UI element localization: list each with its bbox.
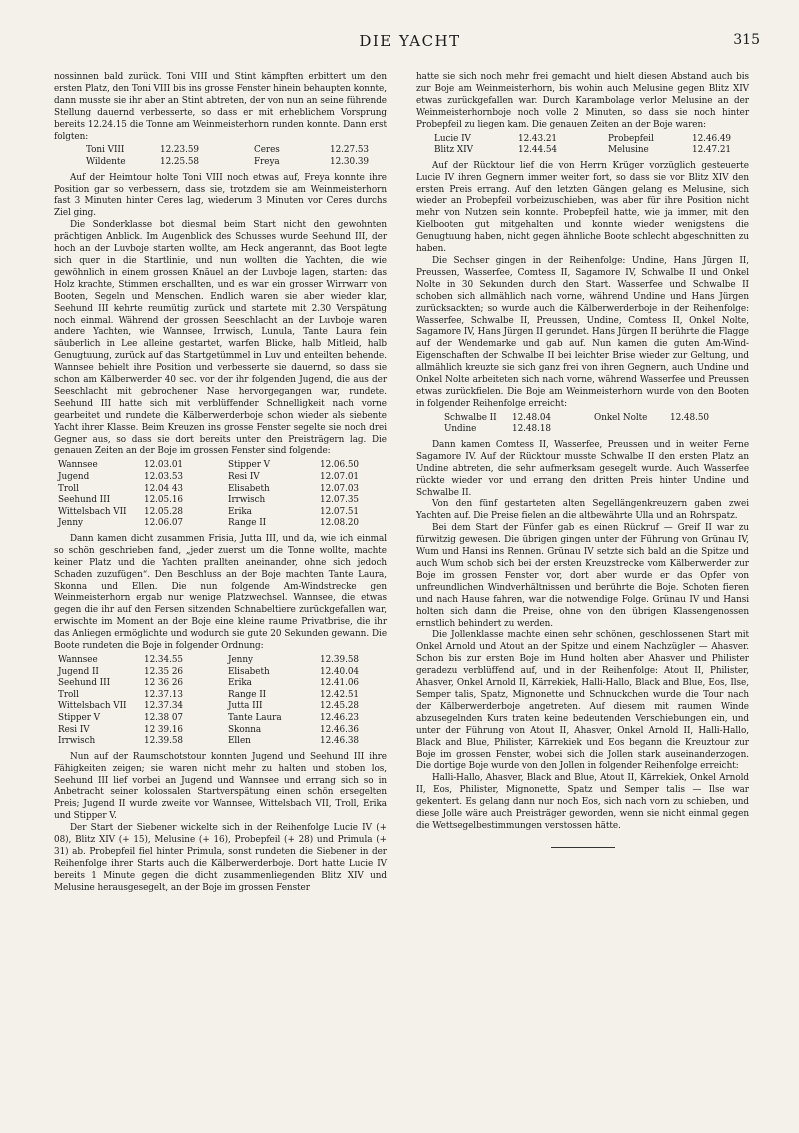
boat-name: Wannsee	[58, 460, 98, 471]
round-time: 12 36 26	[144, 678, 183, 689]
paragraph: Nun auf der Raumschotstour konnten Jugend und Seehund III ihre Fähigkeiten zeigen; sie waren nicht mehr zu halten und stoben los, Seehund III lief vorbei an Jugend und Wannsee und errang sich so in Anbetracht seiner kolossalen Startverspätung einen schön ersegelten Preis; Jugend II wurde zweite vor Wannsee, Wittelsbach VII, Troll, Erika und Stipper V.	[54, 751, 387, 822]
boat-name: Onkel Nolte	[594, 412, 648, 423]
table-row	[58, 667, 359, 679]
round-time: 12.30.39	[330, 157, 369, 168]
round-time	[670, 424, 709, 436]
boat-name: Jugend	[58, 471, 90, 482]
boat-name: Blitz XIV	[434, 145, 473, 156]
boat-name: Irrwisch	[58, 736, 96, 747]
boat-name: Elisabeth	[228, 666, 270, 677]
boat-name: Irrwisch	[228, 495, 266, 506]
table-row	[444, 413, 709, 425]
round-time: 12.07.51	[320, 506, 359, 517]
round-time: 12.46.23	[320, 712, 359, 723]
table-row	[434, 145, 731, 157]
paragraph: nossinnen bald zurück. Toni VIII und Stint kämpften erbittert um den ersten Platz, den Toni VIII bis ins grosse Fenster hinein behaupten konnte, dann musste sie ihr aber an Stint abtreten, der von nun an seine führende Stellung dauernd verbesserte, so dass er mit erheblichem Vorsprung bereits 12.24.15 die Tonne am Weinmeisterhorn runden konnte. Dann erst folgten:	[54, 72, 387, 142]
results-table	[86, 145, 369, 168]
paragraph: Die Sechser gingen in der Reihenfolge: Undine, Hans Jürgen II, Preussen, Wasserfee, Comtess II, Sagamore IV, Schwalbe II und Onkel Nolte in 30 Sekunden durch den Start. Wasserfee und Schwalbe II schoben sich allmählich nach vorne, während Undine und Hans Jürgen zurücksackten; so wurde auch die Kälberwerderboje in der Reihenfolge: Wasserfee, Schwalbe II, Preussen, Undine, Comtess II, Onkel Nolte, Sagamore IV, Hans Jürgen II gerundet. Hans Jürgen II berührte die Flagge auf der Wendemarke und gab auf. Nun kamen die guten Am-Wind-Eigenschaften der Schwalbe II bei leichter Brise wieder zur Geltung, und allmählich kreuzte sie sich ganz frei von ihren Gegnern, auch Undine und Onkel Nolte arbeiteten sich nach vorne, während Wasserfee und Preussen etwas zurückfielen. Die Boje am Weinmeisterhorn wurde von den Booten in folgender Reihenfolge erreicht:	[416, 255, 749, 409]
round-time: 12.39.58	[320, 655, 359, 665]
boat-name: Toni VIII	[86, 145, 125, 156]
boat-name: Wildente	[86, 157, 126, 168]
round-time: 12.39.58	[144, 736, 183, 747]
table-row	[58, 472, 359, 484]
boat-name: Jugend II	[58, 666, 99, 677]
table-row	[58, 736, 359, 748]
boat-name: Tante Laura	[228, 712, 282, 723]
round-time: 12.05.28	[144, 506, 183, 517]
results-table	[444, 413, 709, 436]
table-row	[444, 424, 709, 436]
boat-name: Resi IV	[228, 471, 260, 482]
round-time: 12.34.55	[144, 655, 183, 665]
table-row	[58, 507, 359, 519]
results-table	[58, 460, 359, 530]
left-column	[54, 72, 387, 895]
boat-name: Erika	[228, 506, 252, 517]
paragraph: Dann kamen Comtess II, Wasserfee, Preussen und in weiter Ferne Sagamore IV. Auf der Rücktour musste Schwalbe II den ersten Platz an Undine abtreten, die sehr aufmerksam gesegelt wurde. Auch Wasserfee rückte wieder vor und errang den dritten Preis hinter Undine und Schwalbe II.	[416, 439, 749, 498]
table-row	[58, 484, 359, 496]
round-time: 12.07.01	[320, 471, 359, 482]
table-row	[58, 690, 359, 702]
round-time: 12.48.04	[512, 412, 551, 423]
table-row	[86, 157, 369, 169]
round-time: 12.42.51	[320, 689, 359, 700]
round-time: 12.03.01	[144, 460, 183, 471]
boat-name: Range II	[228, 518, 267, 529]
table-row	[58, 701, 359, 713]
round-time: 12.23.59	[160, 145, 199, 156]
round-time: 12.41.06	[320, 678, 359, 689]
round-time: 12.37.34	[144, 701, 183, 712]
paragraph: Bei dem Start der Fünfer gab es einen Rückruf — Greif II war zu fürwitzig gewesen. Die übrigen gingen unter der Führung von Grünau IV, Wum und Hansi ins Rennen. Grünau IV setzte sich bald an die Spitze und auch Wum schob sich bei der ersten Kreuzstrecke vom Kälberwerder zur Boje im grossen Fenster vor, dort aber wurde er das Opfer von unfreundlichen Windverhältnissen und berührte die Boje. Schoten fieren und nach Hause fahren, war die notwendige Folge. Grünau IV und Hansi holten sich dann die Preise, ohne von den übrigen Klassengenossen ernstlich behindert zu werden.	[416, 523, 749, 629]
round-time: 12.03.53	[144, 471, 183, 482]
boat-name: Schwalbe II	[444, 412, 497, 423]
boat-name: Melusine	[608, 145, 649, 156]
round-time: 12.48.50	[670, 412, 709, 423]
boat-name: Troll	[58, 483, 79, 494]
paragraph: Der Start der Siebener wickelte sich in der Reihenfolge Lucie IV (+ 08), Blitz XIV (+ 15), Melusine (+ 16), Probepfeil (+ 28) und Primula (+ 31) ab. Probepfeil fiel hinter Primula, sonst rundeten die Siebener in der Reihenfolge ihrer Starts auch die Kälberwerderboje. Dort hatte Lucie IV bereits 1 Minute gegen die dicht zusammenliegenden Blitz XIV und Melusine herausgesegelt, an der Boje im grossen Fenster	[54, 823, 387, 893]
round-time: 12.06.50	[320, 460, 359, 471]
round-time: 12.40.04	[320, 666, 359, 677]
round-time: 12.06.07	[144, 518, 183, 529]
table-row	[86, 145, 369, 157]
round-time: 12.04 43	[144, 483, 183, 494]
boat-name: Resi IV	[58, 724, 90, 735]
boat-name: Skonna	[228, 724, 262, 735]
round-time: 12.46.49	[692, 133, 731, 144]
table-row	[58, 713, 359, 725]
round-time: 12.46.36	[320, 724, 359, 735]
round-time: 12.43.21	[518, 133, 557, 144]
paragraph: Dann kamen dicht zusammen Frisia, Jutta III, und da, wie ich einmal so schön geschrieben fand, „jeder zuerst um die Tonne wollte, machte keiner Platz und die Yachten prallten aneinander, ohne sich jedoch Schaden zuzufügen“. Den Beschluss an der Boje machten Tante Laura, Skonna und Ellen. Die nun folgende Am-Windstrecke gen Weinmeisterhorn ergab nur wenige Platzwechsel. Wannsee, die etwas gegen die ihr auf den Fersen sitzenden Schnabeltiere zurückgefallen war, erwischte im Moment an der Boje eine kleine raume Privatbrise, die ihr das Anliegen ermöglichte und wodurch sie gute 20 Sekunden gewann. Die Boote rundeten die Boje in folgender Ordnung:	[54, 533, 387, 652]
table-row	[58, 655, 359, 667]
paragraph: Von den fünf gestarteten alten Segellängenkreuzern gaben zwei Yachten auf. Die Preise fielen an die altbewährte Ulla und an Rohrspatz.	[416, 499, 749, 522]
round-time: 12.47.21	[692, 145, 731, 156]
boat-name: Stipper V	[58, 712, 100, 723]
paragraph: Auf der Rücktour lief die von Herrn Krüger vorzüglich gesteuerte Lucie IV ihren Gegnern immer weiter fort, so dass sie vor Blitz XIV den ersten Preis errang. Auf den letzten Gängen gelang es Melusine, sich wieder an Probepfeil vorbeizuschieben, was aber für ihre Position nicht mehr von Nutzen sein konnte. Probepfeil hatte, wie ja immer, mit den Kielbooten gut mitgehalten und konnte wieder wenigstens die Genugtuung haben, nicht gegen ähnliche Boote schlecht abgeschnitten zu haben.	[416, 160, 749, 255]
round-time: 12.38 07	[144, 712, 183, 723]
boat-name: Range II	[228, 689, 267, 700]
table-row	[58, 678, 359, 690]
boat-name: Wittelsbach VII	[58, 701, 127, 712]
boat-name: Wittelsbach VII	[58, 506, 127, 517]
round-time: 12.08.20	[320, 518, 359, 529]
boat-name: Wannsee	[58, 655, 98, 665]
table-row	[434, 134, 731, 146]
right-column	[416, 72, 749, 848]
boat-name: Jenny	[228, 655, 253, 665]
round-time: 12.37.13	[144, 689, 183, 700]
boat-name: Ellen	[228, 736, 251, 747]
boat-name: Probepfeil	[608, 133, 654, 144]
page-number: 315	[733, 32, 760, 48]
round-time: 12.44.54	[518, 145, 557, 156]
boat-name: Elisabeth	[228, 483, 270, 494]
round-time: 12.27.53	[330, 145, 369, 156]
boat-name: Stipper V	[228, 460, 270, 471]
boat-name	[594, 424, 670, 436]
results-table	[58, 655, 359, 748]
paragraph: Die Sonderklasse bot diesmal beim Start nicht den gewohnten prächtigen Anblick. Im Augenblick des Schusses wurde Seehund III, der hoch an der Luvboje starten wollte, am Heck angerannt, das Boot legte sich quer in die Startlinie, und nun wollten die Yachten, die wie gewöhnlich in einem grossen Knäuel an der Luvboje lagen, starten: das Holz krachte, Stimmen erschallten, und es war ein grosser Wirrwarr von Booten, Segeln und Menschen. Endlich waren sie aber wieder klar, Seehund III kehrte reumütig zurück und startete mit 2.30 Verspätung noch einmal. Während der grossen Seeschlacht an der Luvboje waren andere Yachten, wie Wannsee, Irrwisch, Lunula, Tante Laura fein säuberlich in Lee alleine gestartet, warfen Blicke, halb Mitleid, halb Genugtuung, zurück auf das Startgetümmel in Luv und enteilten behende. Wannsee behielt ihre Position und verbesserte sie dauernd, so dass sie schon am Kälberwerder 40 sec. vor der ihr folgenden Jugend, die aus der Seeschlacht mit gebrochener Nase hervorgegangen war, rundete. Seehund III hatte sich mit verblüffender Schnelligkeit nach vorne gearbeitet und rundete die Kälberwerderboje schon wieder als siebente Yacht ihrer Klasse. Beim Kreuzen ins grosse Fenster segelte sie noch drei Gegner aus, so dass sie dort bereits unter den Preisträgern lag. Die genauen Zeiten an der Boje im grossen Fenster sind folgende:	[54, 220, 387, 457]
paragraph: Halli-Hallo, Ahasver, Black and Blue, Atout II, Kärrekiek, Onkel Arnold II, Eos, Philister, Mignonette, Spatz und Semper talis — Ilse war gekentert. Es gelang dann nur noch Eos, sich nach vorn zu schieben, und diese Jolle wäre auch Preisträger geworden, wenn sie nicht einmal gegen die Wettsegelbestimmungen verstossen hätte.	[416, 773, 749, 831]
round-time: 12.46.38	[320, 736, 359, 747]
boat-name: Freya	[254, 157, 280, 168]
boat-name: Jutta III	[228, 701, 263, 712]
boat-name: Jenny	[58, 518, 83, 529]
paragraph: hatte sie sich noch mehr frei gemacht und hielt diesen Abstand auch bis zur Boje am Weinmeisterhorn, bis wohin auch Melusine gegen Blitz XIV etwas zurückgefallen war. Durch Karambolage verlor Melusine an der Weinmeisterhornboje noch volle 2 Minuten, so dass sie noch hinter Probepfeil zu liegen kam. Die genauen Zeiten an der Boje waren:	[416, 72, 749, 130]
paragraph: Auf der Heimtour holte Toni VIII noch etwas auf, Freya konnte ihre Position gar so verbessern, dass sie, trotzdem sie am Weinmeisterhorn fast 3 Minuten hinter Ceres lag, wiederum 3 Minuten vor Ceres durchs Ziel ging.	[54, 172, 387, 219]
boat-name: Ceres	[254, 145, 280, 156]
table-row	[58, 460, 359, 472]
round-time: 12.45.28	[320, 701, 359, 712]
round-time: 12.25.58	[160, 157, 199, 168]
table-row	[58, 725, 359, 737]
round-time: 12.35 26	[144, 666, 183, 677]
boat-name: Lucie IV	[434, 133, 471, 144]
boat-name: Troll	[58, 689, 79, 700]
closing-rule	[551, 847, 615, 848]
results-table	[434, 134, 731, 157]
round-time: 12.07.03	[320, 483, 359, 494]
round-time: 12.07.35	[320, 495, 359, 506]
boat-name: Erika	[228, 678, 252, 689]
round-time: 12.48.18	[512, 424, 551, 435]
boat-name: Undine	[444, 424, 477, 435]
boat-name: Seehund III	[58, 495, 111, 506]
round-time: 12 39.16	[144, 724, 183, 735]
boat-name: Seehund III	[58, 678, 111, 689]
table-row	[58, 495, 359, 507]
table-row	[58, 518, 359, 530]
running-title: DIE YACHT	[359, 32, 461, 50]
page-header	[60, 32, 760, 52]
paragraph: Die Jollenklasse machte einen sehr schönen, geschlossenen Start mit Onkel Arnold und Atout an der Spitze und einem Nachzügler — Ahasver. Schon bis zur ersten Boje im Hund holten aber Ahasver und Philister geradezu verblüffend auf, und in der Reihenfolge: Atout II, Philister, Ahasver, Onkel Arnold II, Kärrekiek, Halli-Hallo, Black and Blue, Eos, Ilse, Semper talis, Spatz, Mignonette und Schnuckchen wurde die Tour nach der Kälberwerderboje angetreten. Auf diesem mit raumen Winde abzusegelnden Kurs traten keine bedeutenden Verschiebungen ein, und unter der Führung von Atout II, Ahasver, Onkel Arnold II, Halli-Hallo, Black and Blue, Philister, Kärrekiek und Eos begann die Kreuztour zur Boje im grossen Fenster, wobei sich die Jollen stark auseinanderzogen. Die dortige Boje wurde von den Jollen in folgender Reihenfolge erreicht:	[416, 630, 749, 772]
round-time: 12.05.16	[144, 495, 183, 506]
